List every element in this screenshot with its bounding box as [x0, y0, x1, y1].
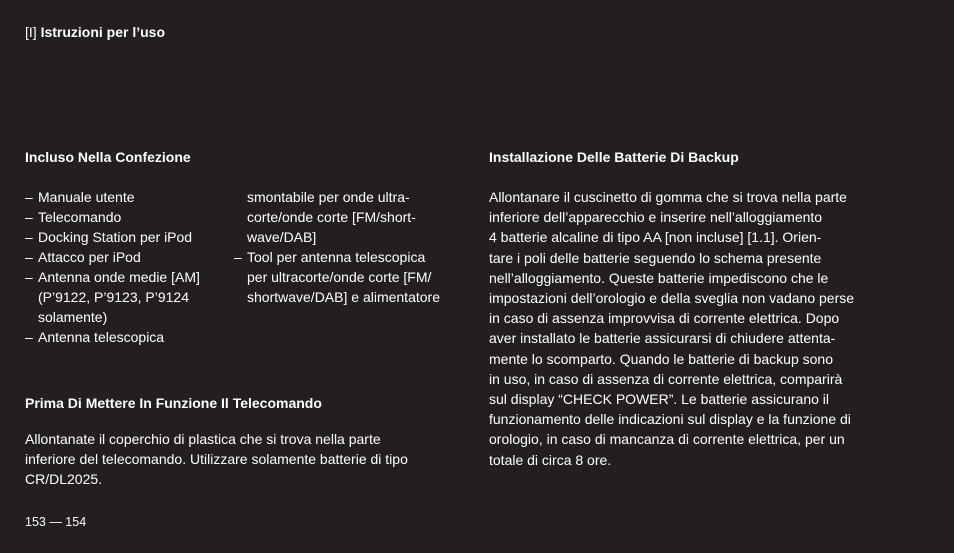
page-title: Istruzioni per l’uso [40, 24, 166, 40]
full-text-carriers [0, 0, 1, 1]
page-header [25, 22, 165, 42]
remote-paragraph: Allontanate il coperchio di plastica che si trova nella parte inferiore del telecomando. Utilizzare solamente batterie di tipo CR/DL2025. [25, 431, 408, 488]
list-item: – Antenna onde medie [AM] (P’9122, P’9123, P’9124 solamente) [25, 269, 200, 325]
list-item: – Antenna telescopica [25, 329, 165, 345]
page-numbers: 153 — 154 [25, 515, 87, 529]
included-list-col2 [234, 187, 474, 307]
list-item: – Tool per antenna telescopica per ultracorte/onde corte [FM/ shortwave/DAB] e alimentatore [234, 249, 440, 305]
list-item: – Attacco per iPod [25, 249, 141, 265]
backup-heading: Installazione Delle Batterie Di Backup [489, 149, 739, 165]
backup-paragraph: Allontanare il cuscinetto di gomma che si trova nella parte inferiore dell’apparecchio e inserire nell’alloggiamento 4 batterie alcaline di tipo AA [non incluse] [1.1]. Orien- tare i poli delle batterie seguendo lo schema presente nell’alloggiamento. Queste batterie impediscono che le impostazioni dell’orologio e della sveglia non vadano perse in caso di assenza improvvisa di corrente elettrica. Dopo aver installato le batterie assicurarsi di chiudere attenta- mente lo scomparto. Quando le batterie di backup sono in uso, in caso di assenza di corrente elettrica, comparirà sul display “CHECK POWER”. Le batterie assicurano il funzionamento delle indicazioni sul display e la funzione di orologio, in caso di mancanza di corrente elettrica, per un totale di circa 8 ore. [489, 189, 855, 468]
list-item: – Telecomando [25, 209, 122, 225]
list-item: – Docking Station per iPod [25, 229, 193, 245]
list-item-continuation: smontabile per onde ultra- corte/onde corte [FM/short- wave/DAB] [247, 189, 416, 245]
included-list-col1 [25, 187, 235, 347]
section-code: [I] [25, 24, 37, 40]
list-item: – Manuale utente [25, 189, 135, 205]
remote-heading: Prima Di Mettere In Funzione Il Telecomando [25, 395, 322, 411]
included-heading: Incluso Nella Confezione [25, 149, 191, 165]
